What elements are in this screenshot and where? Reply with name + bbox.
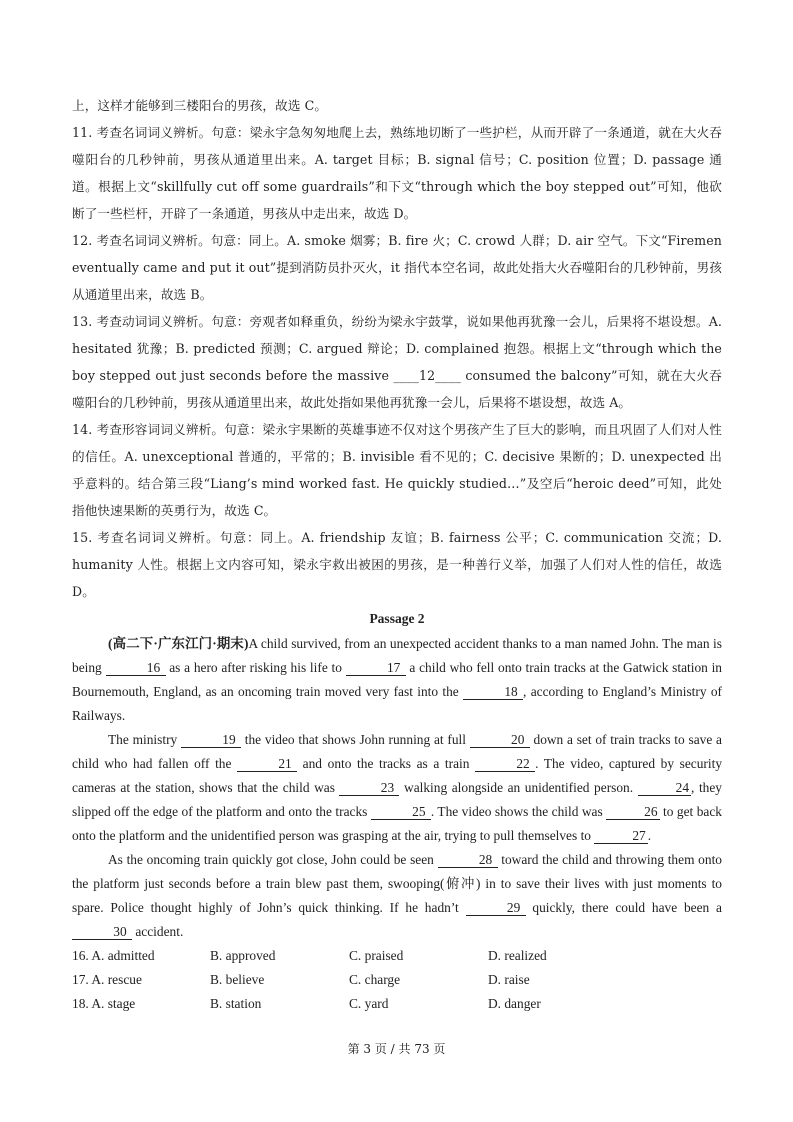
text: to get back onto the platform and the unidentified person was grasping at the air, trying to pull themselves to	[72, 804, 722, 843]
blank-16: 16	[106, 660, 166, 676]
option-17-b: B. believe	[210, 972, 265, 987]
option-18-b: B. station	[210, 996, 262, 1011]
page-footer: 第 3 页 / 共 73 页	[347, 1042, 446, 1056]
blank-22: 22	[475, 756, 535, 772]
option-row-17	[72, 968, 722, 992]
blank-26: 26	[606, 804, 659, 820]
blank-30: 30	[72, 924, 132, 940]
passage-source: (高二下·广东江门·期末)	[108, 636, 249, 651]
passage-paragraph-1	[72, 632, 722, 728]
options-block	[72, 944, 722, 1016]
option-16-c: C. praised	[349, 948, 404, 963]
text: walking alongside an unidentified person.	[399, 780, 638, 795]
text: down a set of train tracks to save a child who had fallen off the	[72, 732, 722, 771]
option-row-18	[72, 992, 722, 1016]
text: The ministry	[108, 732, 181, 747]
explanation-12: 12. 考查名词词义辨析。句意：同上。A. smoke 烟雾；B. fire 火；C. crowd 人群；D. air 空气。下文“Firemen eventually came and put it out”提到消防员扑灭火，it 指代本空名词，故此处指大火吞噬阳台的几秒钟前，男孩从通道里出来，故选 B。	[72, 233, 722, 302]
passage-paragraph-3	[72, 848, 722, 944]
explanation-13: 13. 考查动词词义辨析。句意：旁观者如释重负，纷纷为梁永宇鼓掌，说如果他再犹豫一会儿，后果将不堪设想。A. hesitated 犹豫；B. predicted 预测；C. argued 辩论；D. complained 抱怨。根据上文“through which the boy stepped out just seconds before the massive ____12____ consumed the balcony”可知，就在大火吞噬阳台的几秒钟前，男孩从通道里出来，故此处指如果他再犹豫一会儿，后果将不堪设想，故选 A。	[72, 314, 722, 410]
option-18-d: D. danger	[488, 996, 541, 1011]
blank-17: 17	[346, 660, 406, 676]
text: a child who fell onto train tracks at the Gatwick station in Bournemouth, England, as an oncoming train moved very fast into the	[72, 660, 722, 699]
option-17-d: D. raise	[488, 972, 530, 987]
option-18-c: C. yard	[349, 996, 389, 1011]
option-16-b: B. approved	[210, 948, 276, 963]
blank-28: 28	[438, 852, 498, 868]
text: as a hero after risking his life to	[165, 660, 346, 675]
option-16-d: D. realized	[488, 948, 547, 963]
blank-21: 21	[237, 756, 297, 772]
blank-23: 23	[339, 780, 399, 796]
explanation-15: 15. 考查名词词义辨析。句意：同上。A. friendship 友谊；B. fairness 公平；C. communication 交流；D. humanity 人性。根据上文内容可知，梁永宇救出被困的男孩，是一种善行义举，加强了人们对人性的信任，故选 D。	[72, 530, 722, 599]
option-16-a: 16. A. admitted	[72, 948, 155, 963]
blank-24: 24	[638, 780, 691, 796]
explanation-line: 上，这样才能够到三楼阳台的男孩，故选 C。	[72, 98, 328, 113]
document-page	[72, 92, 722, 1016]
text: , they slipped off the edge of the platform and onto the tracks	[72, 780, 723, 819]
text: the video that shows John running at full	[240, 732, 470, 747]
text: As the oncoming train quickly got close, John could be seen	[108, 852, 438, 867]
blank-18: 18	[463, 684, 523, 700]
text: accident.	[132, 924, 184, 939]
text: . The video shows the child was	[430, 804, 607, 819]
option-17-c: C. charge	[349, 972, 401, 987]
text: .	[647, 828, 652, 843]
blank-29: 29	[466, 900, 526, 916]
option-row-16	[72, 944, 722, 968]
text: , according to England’s Ministry of Railways.	[72, 684, 722, 723]
blank-27: 27	[594, 828, 647, 844]
option-17-a: 17. A. rescue	[72, 972, 142, 987]
blank-19: 19	[181, 732, 241, 748]
text: A child survived, from an unexpected accident thanks to a man named John. The man is being	[72, 636, 722, 675]
passage-title: Passage 2	[369, 611, 425, 626]
blank-25: 25	[371, 804, 431, 820]
text: . The video, captured by security cameras at the station, shows that the child was	[72, 756, 723, 795]
option-18-a: 18. A. stage	[72, 996, 136, 1011]
text: toward the child and throwing them onto the platform just seconds before a train blew past them, swooping(俯冲) in to save their lives with just moments to spare. Police thought highly of John’s quick thinking. If he hadn’t	[72, 852, 722, 915]
explanation-11: 11. 考查名词词义辨析。句意：梁永宇急匆匆地爬上去，熟练地切断了一些护栏，从而开辟了一条通道，就在大火吞噬阳台的几秒钟前，男孩从通道里出来。A. target 目标；B. signal 信号；C. position 位置；D. passage 通道。根据上文“skillfully cut off some guardrails”和下文“through which the boy stepped out”可知，他砍断了一些栏杆，开辟了一条通道，男孩从中走出来，故选 D。	[72, 125, 722, 221]
text: quickly, there could have been a	[525, 900, 722, 915]
passage-paragraph-2	[72, 728, 722, 848]
blank-20: 20	[470, 732, 530, 748]
explanation-14: 14. 考查形容词词义辨析。句意：梁永宇果断的英雄事迹不仅对这个男孩产生了巨大的影响，而且巩固了人们对人性的信任。A. unexceptional 普通的，平常的；B. invisible 看不见的；C. decisive 果断的；D. unexpected 出乎意料的。结合第三段“Liang’s mind worked fast. He quickly studied…”及空后“heroic deed”可知，此处指他快速果断的英勇行为，故选 C。	[72, 422, 722, 518]
text: and onto the tracks as a train	[297, 756, 476, 771]
